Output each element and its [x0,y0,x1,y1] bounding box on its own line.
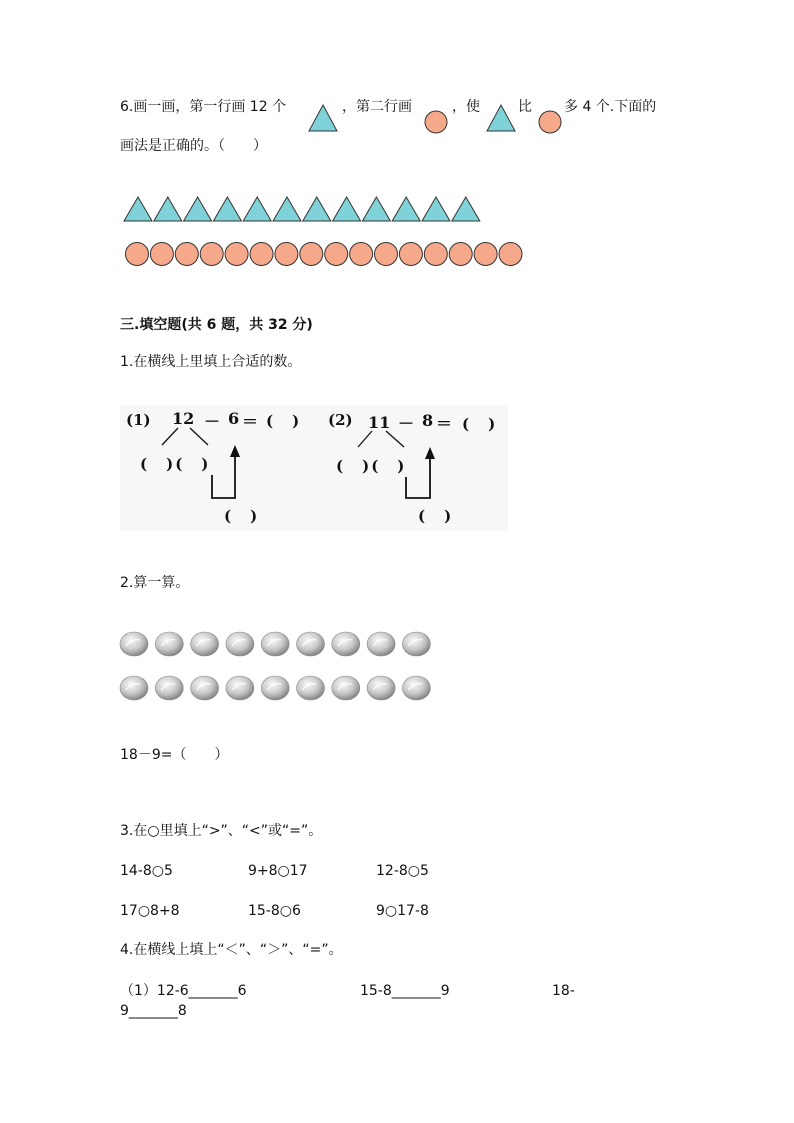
d2-result-blank[interactable]: ( ) [418,507,454,525]
q3-item-3: 12-8○5 [376,863,429,879]
pebble-icon [261,676,289,700]
circle-shape [424,243,447,266]
q6-text-part4: 比 [518,99,532,115]
q3-item-4: 17○8+8 [120,903,180,919]
triangle-shape [213,197,241,221]
pebble-icon [191,632,219,656]
q6-inline-circle-icon [424,110,448,134]
q4-item-3-start: 18- [552,983,575,999]
pebble-icon [332,632,360,656]
pebble-icon [297,632,325,656]
section-heading: 三.填空题(共 6 题，共 32 分) [120,317,313,333]
q1-diagram-panel [120,405,508,531]
d1-label: (1) [126,411,151,429]
pebble-icon [120,676,148,700]
circle-shape [250,243,273,266]
triangle-shape [124,197,152,221]
q6-inline-triangle-icon [308,104,338,132]
triangle-shape [333,197,361,221]
triangle-shape [303,197,331,221]
triangle-shape [392,197,420,221]
triangle-shape [184,197,212,221]
triangle-shape [452,197,480,221]
q6-inline-circle-icon-2 [538,110,562,134]
d2-subtrahend: 8 [422,411,434,430]
circle-shape [474,243,497,266]
q6-text-part5: 多 4 个.下面的 [564,99,657,115]
triangle-shape [362,197,390,221]
d2-connector-lines [120,405,508,531]
q3-item-2: 9+8○17 [248,863,308,879]
pebble-icon [155,676,183,700]
q3-item-1: 14-8○5 [120,863,173,879]
d2-label: (2) [328,411,353,429]
triangle-shape [273,197,301,221]
q1-title: 1.在横线上里填上合适的数。 [120,354,302,370]
circle-shape [300,243,323,266]
d2-minuend: 11 [368,413,391,432]
d1-answer-blank[interactable]: ( ) [266,412,302,430]
q3-item-6: 9○17-8 [376,903,429,919]
pebble-icon [297,676,325,700]
d1-operator: － [204,412,221,431]
pebble-icon [261,632,289,656]
pebble-icon [191,676,219,700]
q6-text-line2: 画法是正确的。（ ） [120,138,267,154]
pebble-grid [118,628,438,704]
q4-item-3-end: 9_______8 [120,1003,187,1019]
pebble-icon [367,632,395,656]
d1-subtrahend: 6 [228,409,240,428]
circle-shape [499,243,522,266]
pebble-icon [155,632,183,656]
circle-row [124,241,534,267]
d2-operator: － [398,414,415,433]
triangle-shape [422,197,450,221]
circle-shape [275,243,298,266]
pebble-icon [402,676,430,700]
circle-shape [449,243,472,266]
circle-shape [126,243,149,266]
triangle-shape [154,197,182,221]
pebble-icon [402,632,430,656]
circle-shape [150,243,173,266]
q3-title: 3.在○里填上“>”、“<”或“=”。 [120,823,323,839]
d2-split-blanks[interactable]: ( )( ) [336,457,407,475]
d1-split-blanks[interactable]: ( )( ) [140,455,211,473]
q6-text-part1: 6.画一画，第一行画 12 个 [120,99,287,115]
pebble-icon [367,676,395,700]
pebble-icon [120,632,148,656]
circle-shape [375,243,398,266]
pebble-icon [226,632,254,656]
q4-item-1: （1）12-6_______6 [120,983,247,999]
pebble-icon [332,676,360,700]
triangle-row [124,196,484,222]
circle-shape [325,243,348,266]
q2-title: 2.算一算。 [120,575,190,591]
d1-minuend: 12 [172,409,195,428]
d2-equals: ＝ [436,414,453,433]
q4-title: 4.在横线上填上“＜”、“＞”、“=”。 [120,942,343,958]
q6-text-part2: ，第二行画 [342,99,412,115]
q6-text-part3: ，使 [452,99,480,115]
q4-item-2: 15-8_______9 [360,983,450,999]
triangle-shape [243,197,271,221]
circle-shape [225,243,248,266]
q3-item-5: 15-8○6 [248,903,301,919]
q6-inline-triangle-icon-2 [486,104,516,132]
circle-shape [175,243,198,266]
q2-equation: 18－9=（ ） [120,747,229,763]
pebble-icon [226,676,254,700]
d1-result-blank[interactable]: ( ) [224,507,260,525]
d1-equals: ＝ [242,412,259,431]
circle-shape [200,243,223,266]
circle-shape [399,243,422,266]
circle-shape [350,243,373,266]
d2-answer-blank[interactable]: ( ) [462,415,498,433]
